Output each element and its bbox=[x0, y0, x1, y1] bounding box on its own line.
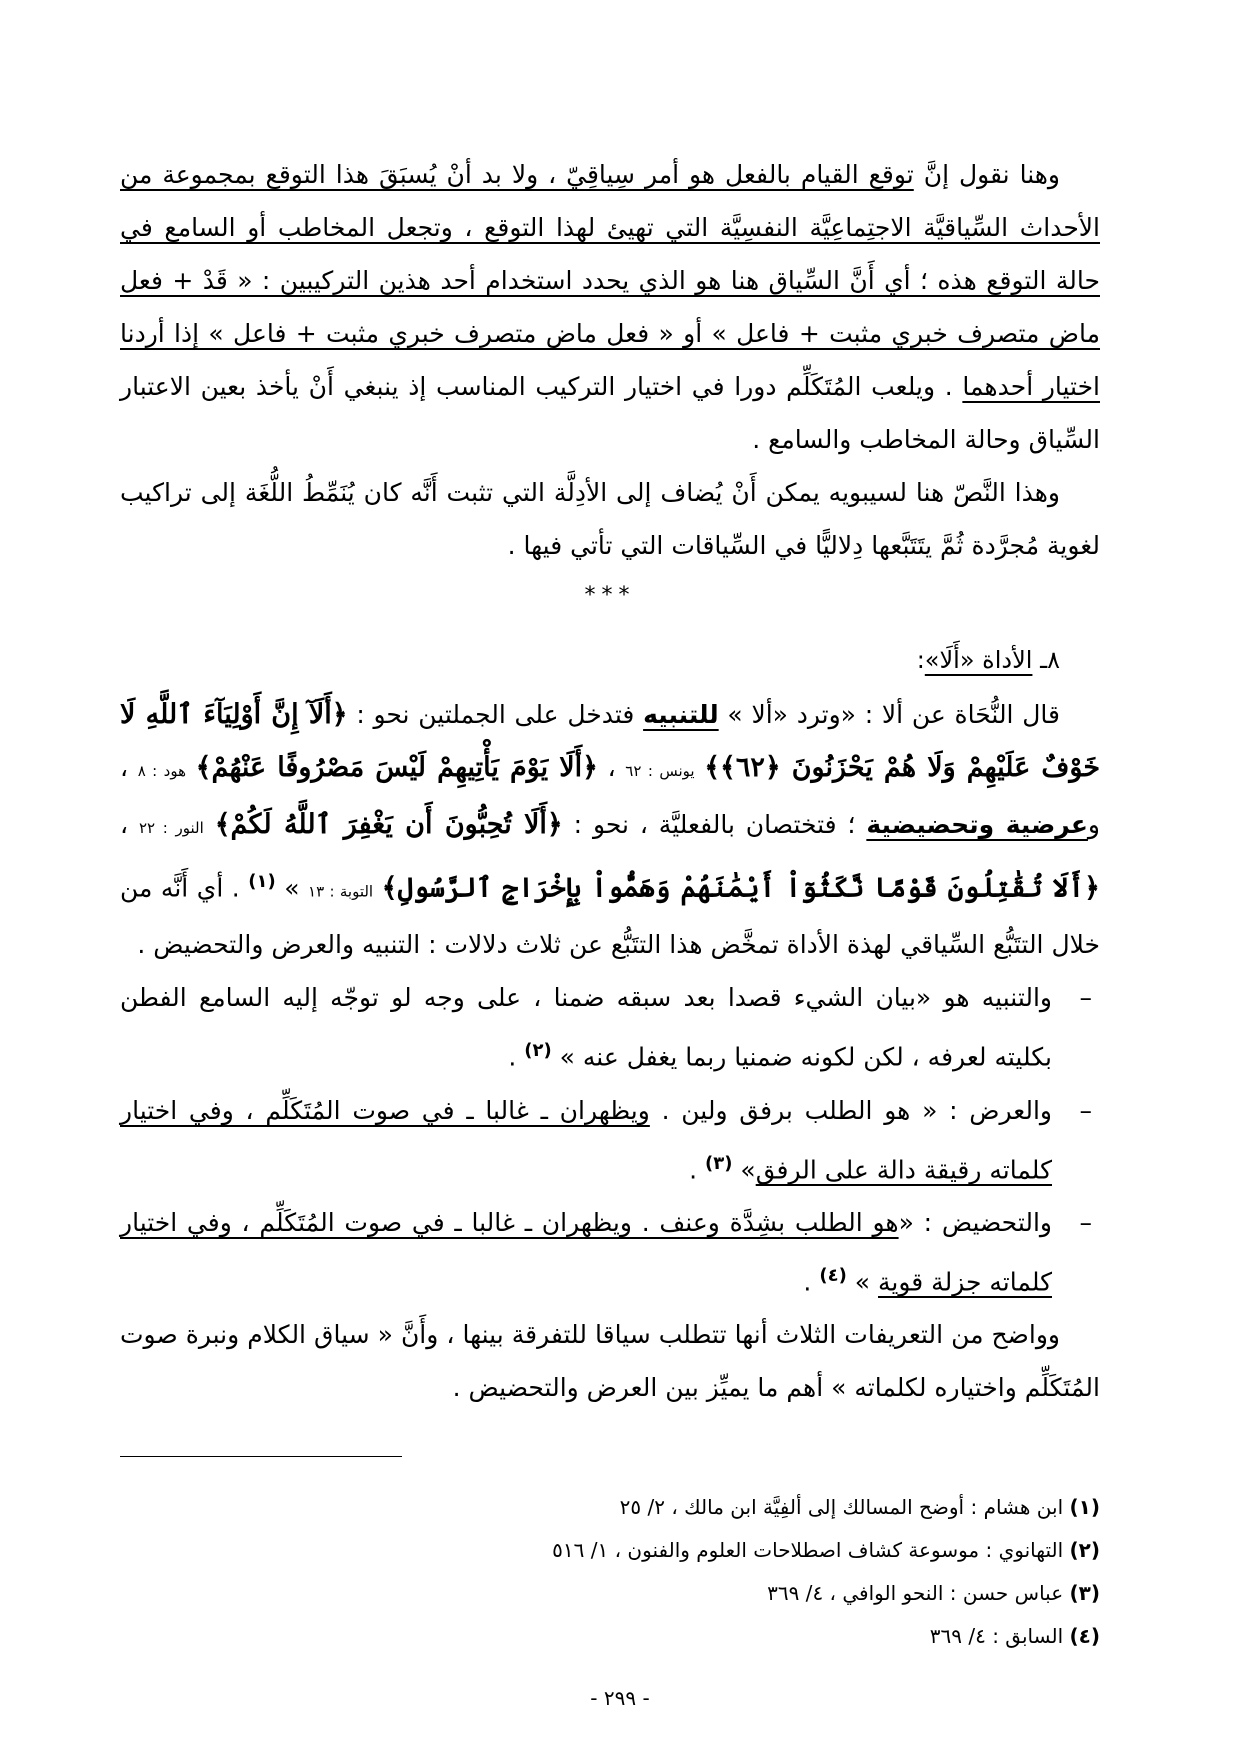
footnote-2 bbox=[120, 1529, 1100, 1572]
underlined-text: توقع القيام بالفعل هو أمر سِياقِيّ ، ولا بد أنْ يُسبَقَ هذا التوقع بمجموعة من الأحداث السِّياقيَّة الاجتِماعِيَّة النفسِيَّة التي تهيئ لهذا التوقع ، وتجعل المخاطب أو السامع في حالة التوقع هذه ؛ أي أَنَّ السِّياق هنا هو الذي يحدد استخدام أحد هذين التركيبين : « قَدْ + فعل ماض متصرف خبري مثبت + فاعل » أو « فعل ماض متصرف خبري مثبت + فاعل » إذا أردنا اختيار أحدهما bbox=[120, 160, 1100, 401]
footnote-marker: (٣) bbox=[704, 1152, 733, 1174]
footnote-text: ابن هشام : أوضح المسالك إلى ألفِيَّة ابن مالك ، ٢/ ٢٥ bbox=[619, 1495, 1070, 1519]
verse-reference: النور : ٢٢ bbox=[138, 819, 204, 837]
footnote-1 bbox=[120, 1486, 1100, 1529]
footnote-text: التهانوي : موسوعة كشاف اصطلاحات العلوم والفنون ، ١/ ٥١٦ bbox=[552, 1538, 1070, 1562]
footnote-separator bbox=[120, 1456, 402, 1457]
footnote-marker: (٢) bbox=[524, 1040, 552, 1062]
quran-verse: ﴿أَلَا تُحِبُّونَ أَن يَغْفِرَ ٱللَّهُ لَكُمْ﴾ bbox=[214, 809, 563, 840]
underlined-term: عرضية وتحضيضية bbox=[866, 810, 1088, 839]
text-run: فتدخل على الجملتين نحو : bbox=[347, 700, 644, 729]
underlined-text: هو الطلب بشِدَّة وعنف . ويظهران ـ غالبا ـ في صوت المُتَكَلِّم ، وفي اختيار كلماته جزلة قوية bbox=[120, 1207, 1052, 1297]
bullet-ard bbox=[120, 1084, 1100, 1196]
verse-reference: هود : ٨ bbox=[137, 762, 187, 780]
verse-reference: التوبة : ١٣ bbox=[308, 882, 374, 901]
footnote-marker: (١) bbox=[248, 871, 276, 892]
bullet-dash: – bbox=[1079, 983, 1092, 1013]
text-run: قال النُّحَاة عن ألا : «وترد «ألا » bbox=[718, 700, 1060, 729]
footnote-number: (١) bbox=[1069, 1495, 1100, 1519]
footnote-number: (٣) bbox=[1069, 1581, 1100, 1605]
bullet-dash: – bbox=[1079, 1095, 1092, 1125]
footnotes bbox=[120, 1486, 1100, 1658]
bullet-tahdid bbox=[120, 1196, 1100, 1308]
bullet-dash: – bbox=[1079, 1207, 1092, 1237]
text-run: . bbox=[689, 1154, 705, 1184]
text-run: » bbox=[740, 1154, 756, 1184]
heading-number: ٨ـ bbox=[1040, 646, 1060, 674]
footnote-4 bbox=[120, 1615, 1100, 1658]
section-separator: *** bbox=[584, 583, 636, 608]
paragraph-conclusion: وواضح من التعريفات الثلاث أنها تتطلب سياقا للتفرقة بينها ، وأَنَّ « سياق الكلام ونبرة صوت المُتَكَلِّم واختياره لكلماته » أهم ما يميِّز بين العرض والتحضيض . bbox=[120, 1320, 1100, 1403]
text-run: وهنا نقول إنَّ bbox=[913, 160, 1060, 189]
verse-reference: يونس : ٦٢ bbox=[625, 762, 695, 780]
text-run: ، bbox=[120, 810, 139, 839]
paragraph-sibawayh: وهذا النَّصّ هنا لسيبويه يمكن أَنْ يُضاف إلى الأدِلَّة التي تثبت أَنَّه كان يُنَمِّطُ اللُّغَة إلى تراكيب لغوية مُجرَّدة ثُمَّ يتَتَبَّعها دِلاليًّا في السِّياقات التي تأتي فيها . bbox=[120, 478, 1100, 560]
quran-verse: ﴿أَلَا تُقَٰتِلُونَ قَوْمًا نَّكَثُوٓاْ أَيْمَٰنَهُمْ وَهَمُّواْ بِإِخْرَاجِ ٱلرَّسُولِ﴾ bbox=[381, 872, 1100, 904]
bullet-tanbih bbox=[120, 971, 1100, 1083]
footnote-3 bbox=[120, 1572, 1100, 1615]
heading-colon: : bbox=[916, 646, 925, 674]
text-run: » bbox=[284, 873, 309, 903]
text-run: . أي أَنَّه من خلال التتَبُّع السِّياقي لهذة الأداة تمخَّض هذا التتَبُّع عن ثلاث دلالات : التنبيه والعرض والتحضيض . bbox=[120, 873, 1100, 960]
text-run: . ويلعب المُتَكَلِّم دورا في اختيار التركيب المناسب إذ ينبغي أَنْ يأخذ بعين الاعتبار السِّياق وحالة المخاطب والسامع . bbox=[120, 372, 1100, 454]
page-number: - ٢٩٩ - bbox=[590, 1686, 650, 1710]
section-heading bbox=[120, 632, 1060, 688]
quran-verse: ﴿أَلَآ إِنَّ أَوْلِيَآءَ ٱللَّهِ لَا خَوْفٌ عَلَيْهِمْ وَلَا هُمْ يَحْزَنُونَ ﴿٦٢﴾﴾ bbox=[120, 699, 1101, 783]
text-run: والتنبيه هو «بيان الشيء قصدا بعد سبقه ضمنا ، على وجه لو توجّه إليه السامع الفطن بكليته لعرفه ، لكن لكونه ضمنيا ربما يغفل عنه » bbox=[120, 983, 1052, 1072]
heading-title: الأداة «أَلَا» bbox=[924, 646, 1033, 674]
text-run: والعرض : « هو الطلب برفق ولين . bbox=[649, 1095, 1052, 1125]
paragraph-context bbox=[120, 148, 1100, 466]
text-run: . bbox=[508, 1042, 525, 1072]
text-run: ؛ فتختصان بالفعليَّة ، نحو : bbox=[562, 810, 867, 839]
quran-verse: ﴿أَلَا يَوْمَ يَأْتِيهِمْ لَيْسَ مَصْرُوفًا عَنْهُمْ﴾ bbox=[195, 752, 598, 783]
footnote-text: عباس حسن : النحو الوافي ، ٤/ ٣٦٩ bbox=[767, 1581, 1070, 1605]
paragraph-grammarians bbox=[120, 688, 1100, 971]
text-run: ، bbox=[597, 753, 626, 782]
underlined-text: ويظهران ـ غالبا ـ في صوت المُتَكَلِّم ، وفي اختيار كلماته رقيقة دالة على الرفق bbox=[120, 1095, 1052, 1184]
underlined-term: للتنبيه bbox=[643, 700, 719, 729]
footnote-text: السابق : ٤/ ٣٦٩ bbox=[929, 1624, 1070, 1648]
text-run: » bbox=[854, 1267, 878, 1297]
text-run: ، و bbox=[120, 753, 1100, 839]
footnote-marker: (٤) bbox=[819, 1264, 847, 1286]
text-run: والتحضيض : « bbox=[898, 1207, 1052, 1237]
body-text bbox=[120, 148, 1100, 1414]
footnote-number: (٢) bbox=[1069, 1538, 1100, 1562]
text-run: . bbox=[803, 1267, 820, 1297]
footnote-number: (٤) bbox=[1069, 1624, 1100, 1648]
